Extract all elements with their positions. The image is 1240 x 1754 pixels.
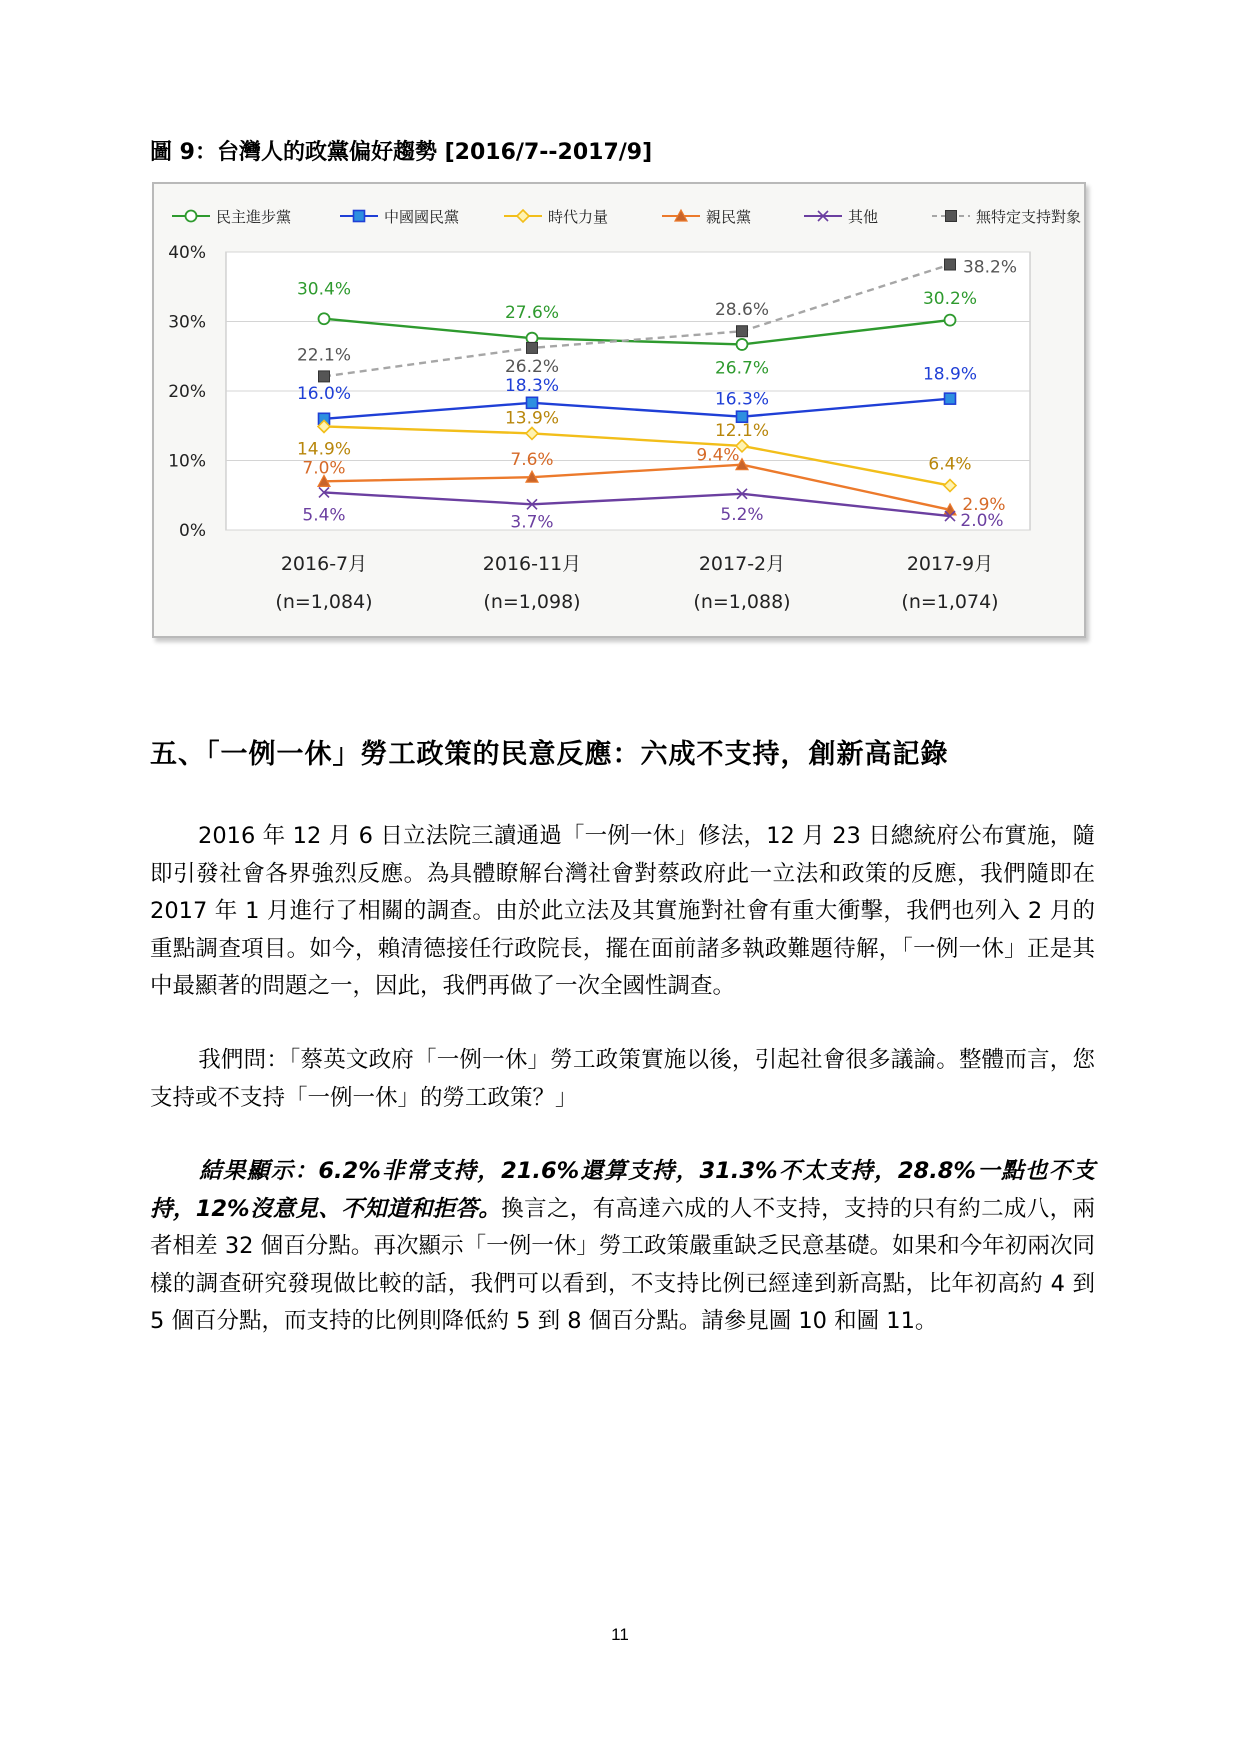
x-tick-sublabel: (n=1,088) (693, 591, 791, 613)
data-point (527, 342, 538, 353)
results-emphasis: 結果顯示：6.2%非常支持，21.6%還算支持，31.3%不太支持，28.8%一點也不支持，12%沒意見、不知道和拒答。 (150, 1158, 1095, 1222)
data-label: 30.2% (922, 289, 978, 310)
chart-legend (172, 208, 1081, 226)
legend-label: 時代力量 (548, 208, 609, 226)
data-label: 7.0% (302, 458, 346, 479)
legend-label: 民主進步黨 (216, 208, 292, 226)
data-point (186, 211, 197, 222)
data-label: 13.9% (504, 408, 560, 429)
data-label: 16.3% (714, 389, 770, 410)
data-label: 16.0% (296, 383, 352, 404)
y-axis (168, 243, 206, 541)
data-label: 2.9% (962, 494, 1006, 515)
paragraph-background (150, 818, 1095, 1006)
y-tick-label: 30% (168, 312, 206, 333)
x-tick-sublabel: (n=1,074) (901, 591, 999, 613)
paragraph-question (150, 1042, 1095, 1117)
data-label: 2.0% (960, 511, 1004, 532)
data-label: 26.7% (714, 358, 770, 379)
data-label: 22.1% (296, 345, 352, 366)
x-tick-sublabel: (n=1,098) (483, 591, 581, 613)
data-label: 3.7% (510, 512, 554, 533)
y-tick-label: 0% (179, 521, 206, 541)
party-preference-chart (152, 182, 1086, 638)
x-tick-label: 2016-11月 (482, 553, 582, 575)
data-label: 9.4% (696, 445, 740, 466)
legend-label: 其他 (848, 208, 879, 226)
data-label: 12.1% (714, 420, 770, 441)
data-label: 5.2% (720, 504, 764, 525)
y-tick-label: 20% (168, 382, 206, 402)
data-label: 30.4% (296, 279, 352, 300)
y-tick-label: 10% (168, 451, 206, 472)
y-tick-label: 40% (168, 243, 206, 263)
data-label: 6.4% (928, 454, 972, 475)
data-label: 26.2% (504, 356, 560, 377)
data-label: 27.6% (504, 303, 560, 324)
data-point (319, 371, 330, 382)
x-axis (275, 553, 998, 613)
chart-canvas (154, 184, 1084, 636)
data-label: 28.6% (714, 300, 770, 321)
data-label: 5.4% (302, 505, 346, 526)
data-point (517, 210, 529, 222)
data-point (737, 339, 748, 350)
data-point (354, 211, 365, 222)
paragraph-background-text: 2016 年 12 月 6 日立法院三讀通過「一例一休」修法，12 月 23 日總統府公布實施，隨即引發社會各界強烈反應。為具體瞭解台灣社會對蔡政府此一立法和政策的反應，我們隨即在 2017 年 1 月進行了相關的調查。由於此立法及其實施對社會有重大衝擊，我們也列入 2 月的重點調查項目。如今，賴清德接任行政院長，擺在面前諸多執政難題待解，「一例一休」正是其中最顯著的問題之一，因此，我們再做了一次全國性調查。 (150, 823, 1095, 999)
page-number: 11 (611, 1625, 629, 1644)
data-point (527, 397, 538, 408)
legend-label: 中國國民黨 (384, 208, 460, 226)
data-point (945, 393, 956, 404)
x-tick-label: 2016-7月 (280, 553, 368, 575)
x-tick-label: 2017-2月 (698, 553, 786, 575)
data-label: 18.3% (504, 375, 560, 396)
paragraph-results (150, 1153, 1095, 1341)
paragraph-question-text: 我們問：「蔡英文政府「一例一休」勞工政策實施以後，引起社會很多議論。整體而言，您支持或不支持「一例一休」的勞工政策？」 (150, 1047, 1095, 1111)
data-point (946, 211, 957, 222)
data-label: 38.2% (962, 257, 1018, 278)
data-label: 14.9% (296, 439, 352, 460)
x-tick-sublabel: (n=1,084) (275, 591, 373, 613)
legend-label: 親民黨 (706, 208, 752, 226)
section-heading: 五、「一例一休」勞工政策的民意反應：六成不支持，創新高記錄 (150, 739, 949, 770)
figure-caption: 圖 9：台灣人的政黨偏好趨勢 [2016/7--2017/9] (150, 140, 653, 165)
data-point (737, 326, 748, 337)
data-point (319, 313, 330, 324)
data-label: 7.6% (510, 450, 554, 471)
legend-label: 無特定支持對象 (976, 208, 1082, 226)
data-point (945, 259, 956, 270)
results-text: 換言之，有高達六成的人不支持，支持的只有約二成八，兩者相差 32 個百分點。再次顯示「一例一休」勞工政策嚴重缺乏民意基礎。如果和今年初兩次同樣的調查研究發現做比較的話，我們可以看到，不支持比例已經達到新高點，比年初高約 4 到 5 個百分點，而支持的比例則降低約 5 到 8 個百分點。請參見圖 10 和圖 11。 (150, 1195, 1095, 1334)
x-tick-label: 2017-9月 (906, 553, 994, 575)
data-point (945, 315, 956, 326)
data-label: 18.9% (922, 364, 978, 385)
